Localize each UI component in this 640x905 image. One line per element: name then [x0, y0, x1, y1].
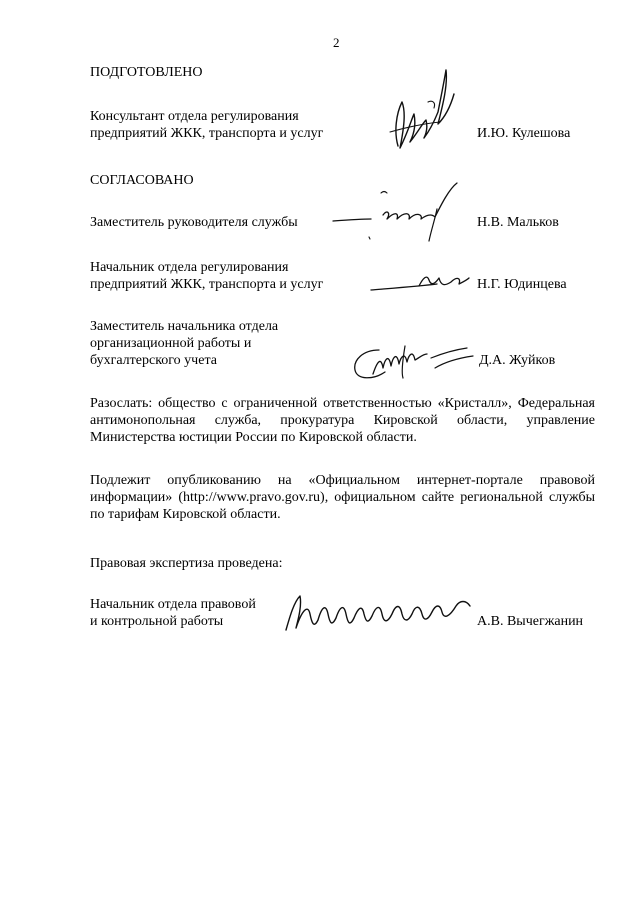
legal-review-signer-name: А.В. Вычегжанин: [477, 614, 584, 629]
agreed-signer-1-position: Заместитель руководителя службы: [90, 215, 298, 230]
legal-review-position-line-2: и контрольной работы: [90, 614, 224, 629]
handwritten-signature: [345, 332, 480, 387]
agreed-signer-2-name: Н.Г. Юдинцева: [477, 277, 567, 292]
legal-review-heading: Правовая экспертиза проведена:: [90, 556, 283, 571]
distribution-paragraph: Разослать: общество с ограниченной ответственностью «Кристалл», Федеральная антимонопольная служба, прокуратура Кировской области, управление Министерства юстиции России по Кировской области.: [90, 396, 595, 445]
legal-review-position-line-1: Начальник отдела правовой: [90, 597, 256, 612]
prepared-signer-name: И.Ю. Кулешова: [477, 126, 571, 141]
agreed-signer-2-position-line-2: предприятий ЖКК, транспорта и услуг: [90, 277, 324, 292]
handwritten-signature: [280, 590, 475, 635]
agreed-heading: СОГЛАСОВАНО: [90, 173, 194, 188]
page-number: 2: [333, 35, 340, 50]
publication-paragraph: Подлежит опубликованию на «Официальном интернет-портале правовой информации» (http://www.pravo.gov.ru), официальном сайте региональной службы по тарифам Кировской области.: [90, 473, 595, 522]
handwritten-signature: [380, 62, 465, 162]
handwritten-signature: [365, 260, 475, 300]
prepared-position-line-1: Консультант отдела регулирования: [90, 109, 299, 124]
agreed-signer-2-position-line-1: Начальник отдела регулирования: [90, 260, 289, 275]
prepared-heading: ПОДГОТОВЛЕНО: [90, 65, 203, 80]
prepared-position-line-2: предприятий ЖКК, транспорта и услуг: [90, 126, 324, 141]
agreed-signer-3-position-line-3: бухгалтерского учета: [90, 353, 217, 368]
agreed-signer-3-position-line-1: Заместитель начальника отдела: [90, 319, 279, 334]
agreed-signer-3-position-line-2: организационной работы и: [90, 336, 252, 351]
agreed-signer-1-name: Н.В. Мальков: [477, 215, 559, 230]
handwritten-signature: [325, 175, 475, 250]
agreed-signer-3-name: Д.А. Жуйков: [479, 353, 556, 368]
